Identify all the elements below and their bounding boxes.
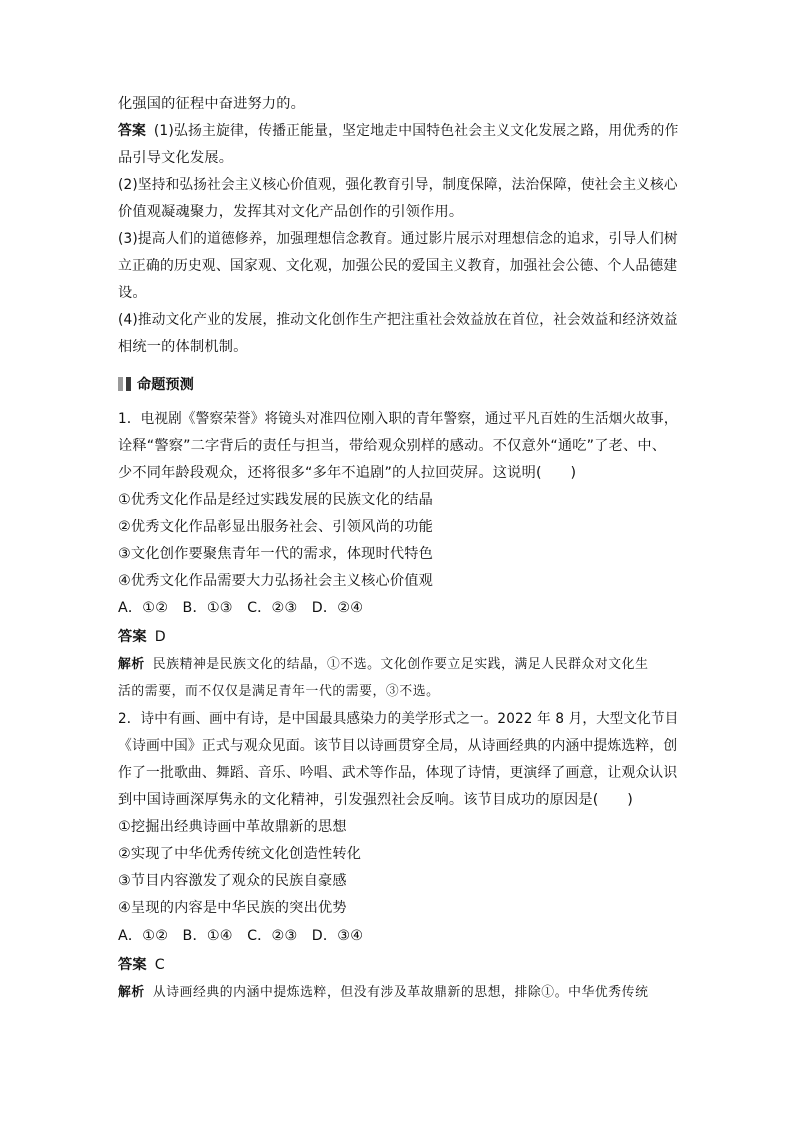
answer-point-1-line-1: (1)弘扬主旋律，传播正能量，坚定地走中国特色社会主义文化发展之路，用优秀的作: [153, 123, 679, 139]
q2-analysis-line-1: [118, 983, 678, 1003]
q2-choices: A．①② B．①④ C．②③ D．③④: [118, 928, 364, 944]
answer-point-4-line-1: (4)推动文化产业的发展，推动文化创作生产把注重社会效益放在首位，社会效益和经济效益: [118, 312, 678, 328]
continuation-text: 化强国的征程中奋进努力的。: [118, 96, 306, 112]
q1-choices: A．①② B．①③ C．②③ D．②④: [118, 600, 364, 616]
answer-point-4-line-2: 相统一的体制机制。: [118, 339, 248, 355]
answer-label: 答案: [118, 123, 147, 139]
section-title: 命题预测: [137, 377, 194, 393]
section-header: [118, 374, 194, 394]
q1-option-3: ③文化创作要聚焦青年一代的需求，体现时代特色: [118, 546, 434, 562]
q2-option-3: ③节目内容激发了观众的民族自豪感: [118, 873, 347, 889]
q2-analysis-label: 解析: [118, 985, 145, 1000]
q2-option-4: ④呈现的内容是中华民族的突出优势: [118, 900, 347, 916]
q1-stem-line-2: 诠释“警察”二字背后的责任与担当，带给观众别样的感动。不仅意外“通吃”了老、中、: [118, 438, 667, 454]
q2-answer-value: C: [154, 957, 165, 973]
section-marker-icon: [118, 377, 131, 391]
q2-analysis-text-1: 从诗画经典的内涵中提炼选粹，但没有涉及革故鼎新的思想，排除①。中华优秀传统: [152, 985, 649, 1000]
q2-option-1: ①挖掘出经典诗画中革故鼎新的思想: [118, 819, 347, 835]
q1-analysis-label: 解析: [118, 657, 145, 672]
answer-point-3-line-1: (3)提高人们的道德修养，加强理想信念教育。通过影片展示对理想信念的追求，引导人们树: [118, 231, 678, 247]
q1-stem-line-3: 少不同年龄段观众，还将很多“多年不追剧”的人拉回荧屏。这说明( ): [118, 465, 577, 481]
q2-stem-line-1: 2．诗中有画、画中有诗，是中国最具感染力的美学形式之一。2022 年 8 月，大型文化节目: [118, 711, 679, 727]
q1-answer-value: D: [154, 629, 166, 645]
q1-analysis-text-1: 民族精神是民族文化的结晶，①不选。文化创作要立足实践，满足人民群众对文化生: [152, 657, 649, 672]
q1-analysis-line-2: 活的需要，而不仅仅是满足青年一代的需要，③不选。: [118, 684, 440, 699]
answer-point-3-line-3: 设。: [118, 285, 147, 301]
answer-point-2-line-2: 价值观凝魂聚力，发挥其对文化产品创作的引领作用。: [118, 204, 464, 220]
answer-point-3-line-2: 立正确的历史观、国家观、文化观，加强公民的爱国主义教育，加强社会公德、个人品德建: [118, 258, 678, 274]
q1-answer: [118, 627, 678, 647]
q1-option-2: ②优秀文化作品彰显出服务社会、引领风尚的功能: [118, 519, 434, 535]
q2-stem-line-2: 《诗画中国》正式与观众见面。该节目以诗画贯穿全局，从诗画经典的内涵中提炼选粹，创: [118, 738, 678, 754]
answer-point-1-line-2: 品引导文化发展。: [118, 150, 234, 166]
q2-answer-label: 答案: [118, 957, 147, 973]
q1-analysis-line-1: [118, 655, 678, 675]
q2-stem-line-3: 作了一批歌曲、舞蹈、音乐、吟唱、武术等作品，体现了诗情，更演绎了画意，让观众认识: [118, 765, 678, 781]
q2-answer: [118, 955, 678, 975]
q1-option-1: ①优秀文化作品是经过实践发展的民族文化的结晶: [118, 492, 434, 508]
q1-stem-line-1: 1．电视剧《警察荣誉》将镜头对准四位刚入职的青年警察，通过平凡百姓的生活烟火故事，: [118, 411, 678, 427]
q2-option-2: ②实现了中华优秀传统文化创造性转化: [118, 846, 362, 862]
q1-option-4: ④优秀文化作品需要大力弘扬社会主义核心价值观: [118, 573, 434, 589]
q2-stem-line-4: 到中国诗画深厚隽永的文化精神，引发强烈社会反响。该节目成功的原因是( ): [118, 792, 634, 808]
answer-point-2-line-1: (2)坚持和弘扬社会主义核心价值观，强化教育引导，制度保障，法治保障，使社会主义核心: [118, 177, 678, 193]
answer-line: [118, 121, 679, 141]
q1-answer-label: 答案: [118, 629, 147, 645]
